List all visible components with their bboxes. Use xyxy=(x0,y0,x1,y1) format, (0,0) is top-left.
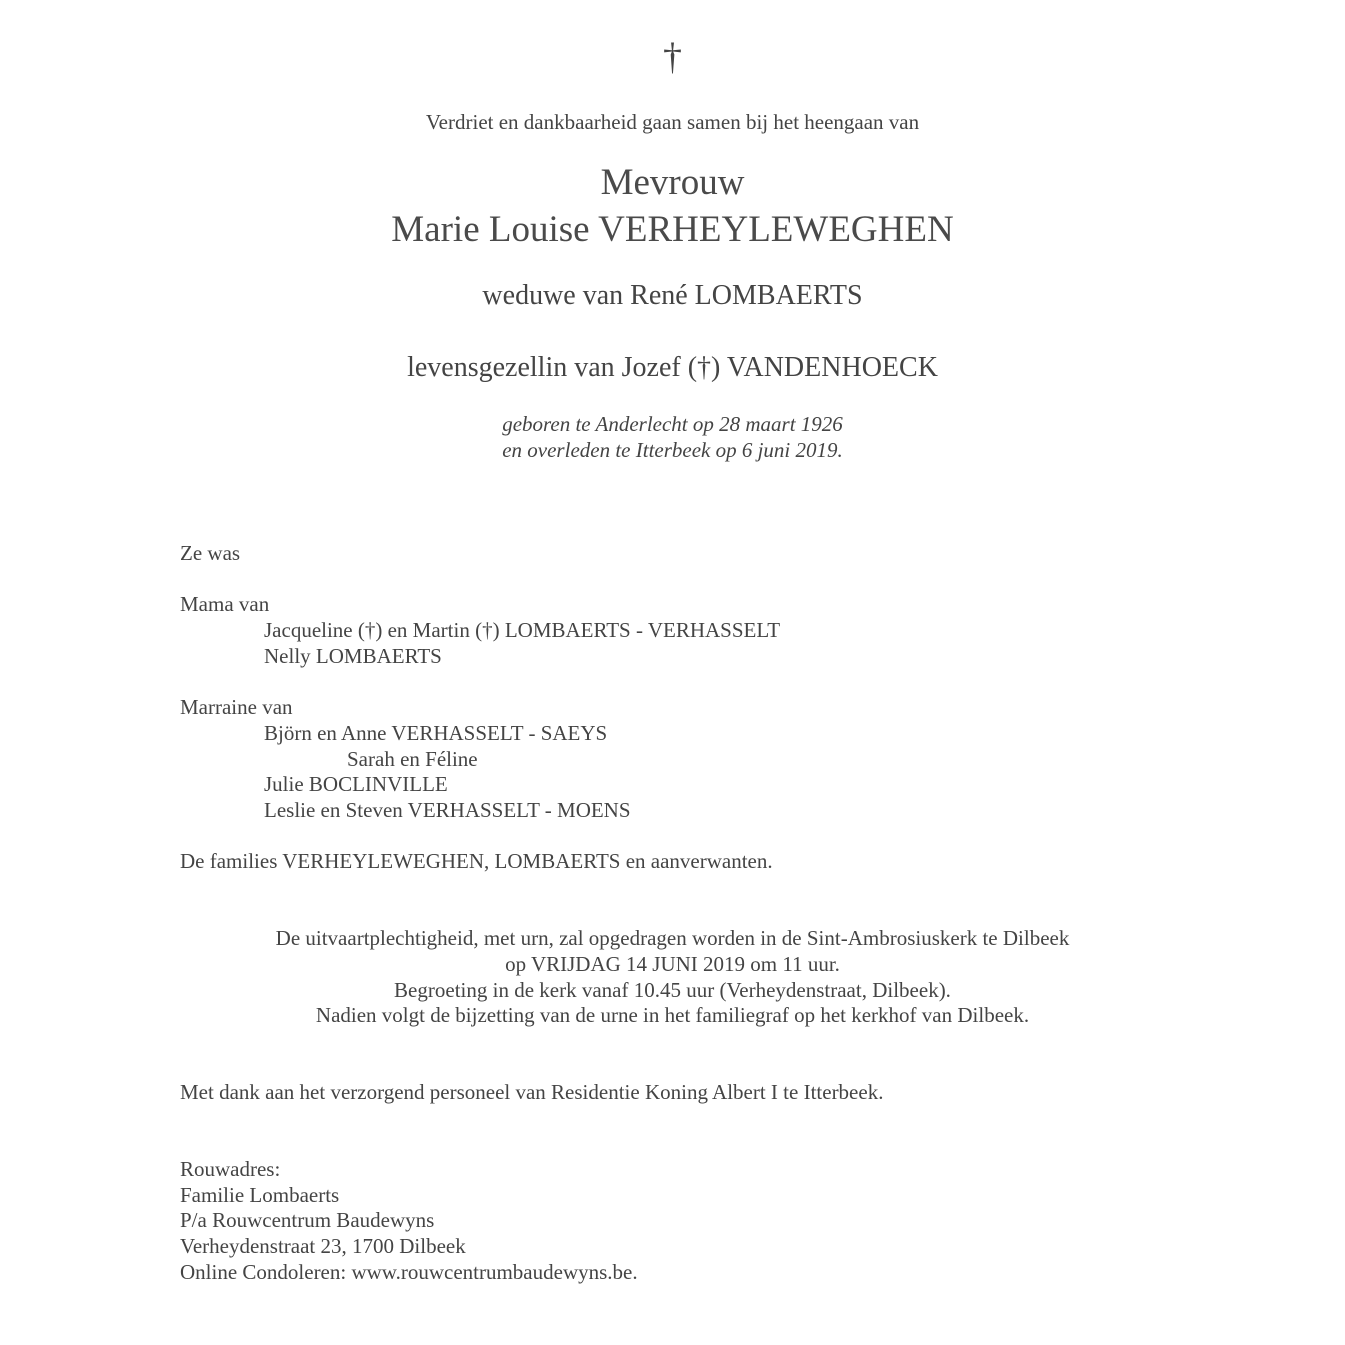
address-heading: Rouwadres: xyxy=(180,1157,281,1181)
address-line: P/a Rouwcentrum Baudewyns xyxy=(180,1208,435,1232)
deceased-name: Marie Louise VERHEYLEWEGHEN xyxy=(391,209,954,250)
godchild-entry: Leslie en Steven VERHASSELT - MOENS xyxy=(264,798,631,822)
intro-text: Verdriet en dankbaarheid gaan samen bij het heengaan van xyxy=(425,110,920,134)
birth-line: geboren te Anderlecht op 28 maart 1926 xyxy=(502,412,843,436)
funeral-burial: Nadien volgt de bijzetting van de urne in het familiegraf op het kerkhof van Dilbeek. xyxy=(315,1003,1030,1027)
families-line: De families VERHEYLEWEGHEN, LOMBAERTS en aanverwanten. xyxy=(180,849,773,873)
funeral-date: op VRIJDAG 14 JUNI 2019 om 11 uur. xyxy=(505,952,840,976)
death-line: en overleden te Itterbeek op 6 juni 2019. xyxy=(502,438,843,462)
child-entry: Jacqueline (†) en Martin (†) LOMBAERTS - VERHASSELT xyxy=(264,618,781,642)
family-intro: Ze was xyxy=(180,541,241,565)
child-entry: Nelly LOMBAERTS xyxy=(264,644,442,668)
address-line: Verheydenstraat 23, 1700 Dilbeek xyxy=(180,1234,466,1258)
funeral-greeting: Begroeting in de kerk vanaf 10.45 uur (Verheydenstraat, Dilbeek). xyxy=(394,978,951,1002)
widow-of: weduwe van René LOMBAERTS xyxy=(482,280,863,311)
funeral-line: De uitvaartplechtigheid, met urn, zal opgedragen worden in de Sint-Ambrosiuskerk te Dilbeek xyxy=(275,926,1070,950)
cross-icon: † xyxy=(663,36,682,78)
partner-of: levensgezellin van Jozef (†) VANDENHOECK xyxy=(407,352,938,383)
godmother-heading: Marraine van xyxy=(180,695,293,719)
godchild-entry: Björn en Anne VERHASSELT - SAEYS xyxy=(264,721,608,745)
mother-heading: Mama van xyxy=(180,592,270,616)
godchild-entry: Julie BOCLINVILLE xyxy=(264,772,448,796)
title-honorific: Mevrouw xyxy=(600,162,745,203)
grandchild-entry: Sarah en Féline xyxy=(347,747,478,771)
address-line: Familie Lombaerts xyxy=(180,1183,340,1207)
condolence-link: Online Condoleren: www.rouwcentrumbaudewyns.be. xyxy=(180,1260,638,1284)
thanks-line: Met dank aan het verzorgend personeel van Residentie Koning Albert I te Itterbeek. xyxy=(180,1080,884,1104)
